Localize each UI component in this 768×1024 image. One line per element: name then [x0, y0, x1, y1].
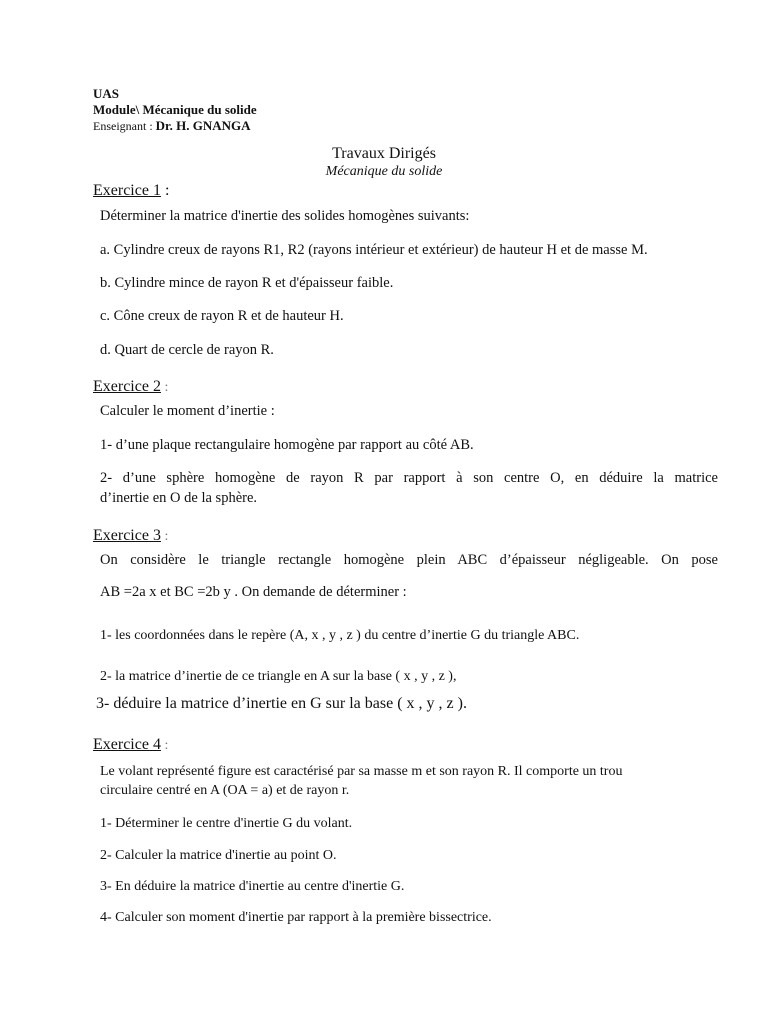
- exercise-4-intro: Le volant représenté figure est caractérisé par sa masse m et son rayon R. Il comporte un trou: [100, 764, 623, 779]
- institution-label: UAS: [93, 86, 120, 101]
- exercise-3-item-3: 3- déduire la matrice d’inertie en G sur la base ( x , y , z ).: [96, 695, 467, 712]
- exercise-4-item-2: 2- Calculer la matrice d'inertie au point O.: [100, 848, 337, 863]
- exercise-3-item-1: 1- les coordonnées dans le repère (A, x , y , z ) du centre d’inertie G du triangle ABC.: [100, 628, 580, 643]
- exercise-4-title-text: Exercice 4: [93, 736, 161, 753]
- exercise-3-title-text: Exercice 3: [93, 527, 161, 544]
- exercise-4-intro-cont: circulaire centré en A (OA = a) et de rayon r.: [100, 783, 350, 798]
- exercise-3-item-2: 2- la matrice d’inertie de ce triangle en A sur la base ( x , y , z ),: [100, 669, 457, 684]
- exercise-3-title: [93, 527, 168, 545]
- exercise-4-item-4: 4- Calculer son moment d'inertie par rapport à la première bissectrice.: [100, 910, 492, 925]
- exercise-1-intro: Déterminer la matrice d'inertie des solides homogènes suivants:: [100, 208, 470, 224]
- exercise-1-item-d: d. Quart de cercle de rayon R.: [100, 342, 274, 358]
- exercise-3-colon: :: [160, 529, 169, 544]
- page-title: Travaux Dirigés: [332, 145, 436, 162]
- exercise-1-title-text: Exercice 1: [93, 182, 161, 199]
- exercise-1-title: [93, 182, 169, 200]
- exercise-2-item-1: 1- d’une plaque rectangulaire homogène par rapport au côté AB.: [100, 437, 474, 453]
- exercise-4-item-3: 3- En déduire la matrice d'inertie au centre d'inertie G.: [100, 879, 405, 894]
- exercise-1-item-c: c. Cône creux de rayon R et de hauteur H.: [100, 308, 344, 324]
- exercise-2-colon: :: [160, 380, 169, 395]
- module-label: Module\ Mécanique du solide: [93, 102, 257, 117]
- exercise-1-colon: :: [160, 182, 170, 199]
- page-subtitle: Mécanique du solide: [325, 164, 443, 179]
- teacher-name: Dr. H. GNANGA: [155, 118, 251, 133]
- exercise-4-colon: :: [160, 738, 169, 753]
- exercise-1-item-b: b. Cylindre mince de rayon R et d'épaisseur faible.: [100, 275, 394, 291]
- exercise-4-title: [93, 736, 168, 754]
- exercise-2-item-2: 2- d’une sphère homogène de rayon R par rapport à son centre O, en déduire la matrice: [100, 470, 718, 486]
- exercise-2-title-text: Exercice 2: [93, 378, 161, 395]
- exercise-2-item-2-cont: d’inertie en O de la sphère.: [100, 490, 258, 506]
- exercise-2-title: [93, 378, 168, 396]
- teacher-prefix: Enseignant :: [93, 119, 156, 133]
- exercise-2-intro: Calculer le moment d’inertie :: [100, 403, 275, 419]
- exercise-4-item-1: 1- Déterminer le centre d'inertie G du volant.: [100, 816, 353, 831]
- exercise-3-vectors-line: AB =2a x et BC =2b y . On demande de déterminer :: [100, 584, 407, 600]
- teacher-line: [93, 118, 251, 134]
- exercise-3-intro: On considère le triangle rectangle homogène plein ABC d’épaisseur négligeable. On pose: [100, 552, 718, 568]
- exercise-1-item-a: a. Cylindre creux de rayons R1, R2 (rayons intérieur et extérieur) de hauteur H et de masse M.: [100, 242, 648, 258]
